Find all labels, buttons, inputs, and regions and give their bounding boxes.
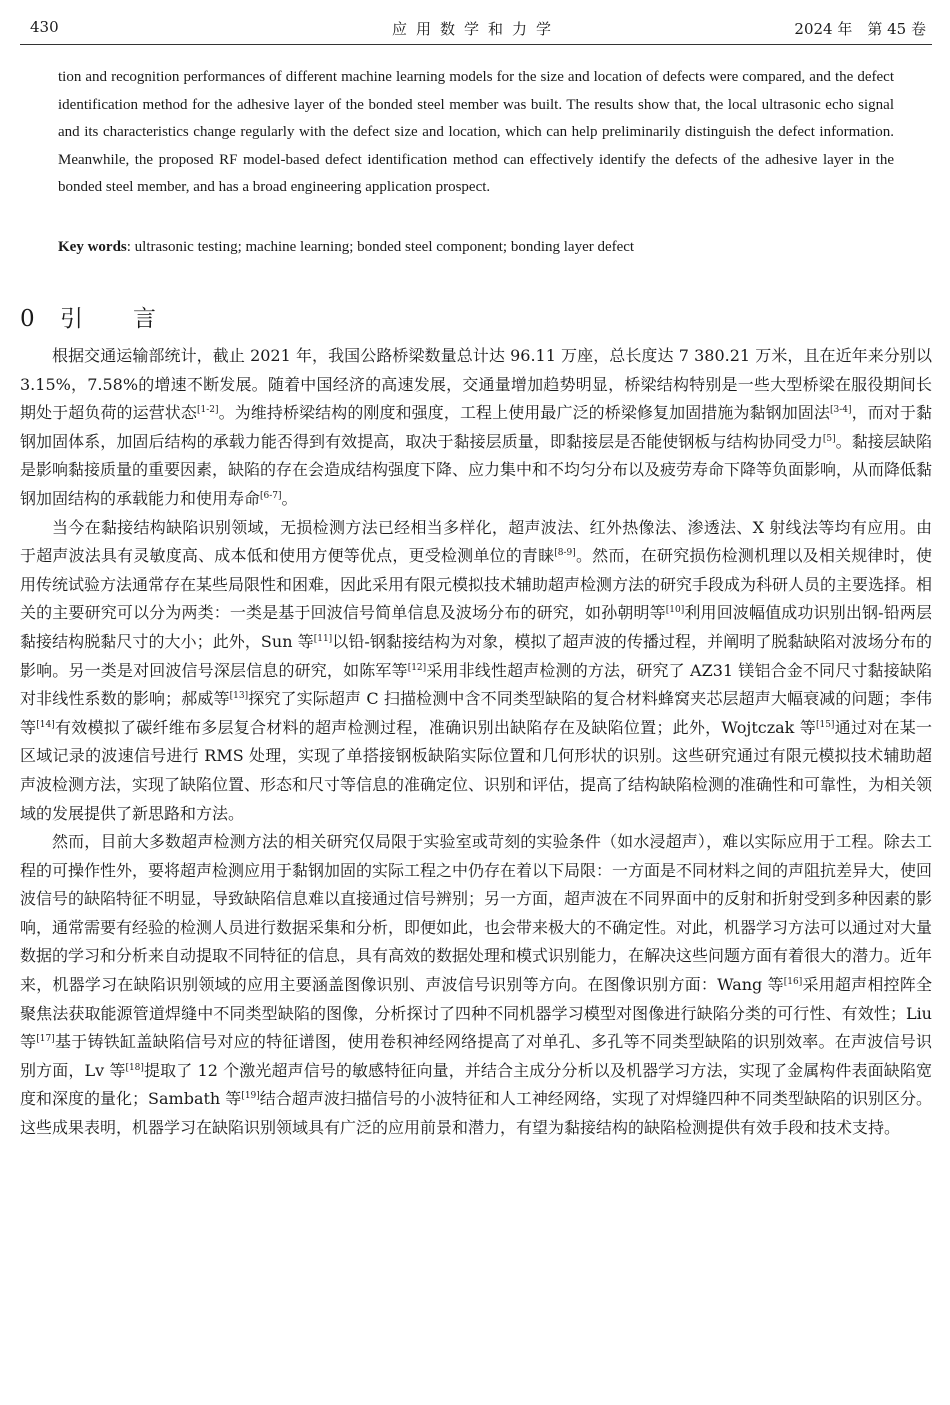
paragraph xyxy=(20,514,932,829)
citation-ref: [11] xyxy=(313,633,333,644)
paragraph-text: 。为维持桥梁结构的刚度和强度，工程上使用最广泛的桥梁修复加固措施为黏钢加固法 xyxy=(218,403,831,423)
paragraph-text: ，而对于黏钢加固体系，加固后结构的承载力能否得到有效提高，取决于黏接层质量，即黏接层是否能使钢板与结构协同受力 xyxy=(20,403,932,451)
citation-ref: [6-7] xyxy=(260,490,282,501)
citation-ref: [5] xyxy=(822,433,836,444)
paragraph-text: 探究了实际超声 C 扫描检测中含不同类型缺陷的复合材料蜂窝夹芯层超声大幅衰减的问题；李伟等 xyxy=(20,689,932,737)
citation-ref: [16] xyxy=(783,977,803,988)
paragraph-text: 。然而，在研究损伤检测机理以及相关规律时，使用传统试验方法通常存在某些局限性和困难，因此采用有限元模拟技术辅助超声检测方法的研究手段成为科研人员的主要选择。相关的主要研究可以分为两类：一类是基于回波信号简单信息及波场分布的研究，如孙朝明等 xyxy=(20,546,933,623)
section-heading xyxy=(20,300,206,333)
keywords-text: ultrasonic testing; machine learning; bonded steel component; bonding layer defect xyxy=(134,239,635,255)
paragraph-text: 结合超声波扫描信号的小波特征和人工神经网络，实现了对焊缝四种不同类型缺陷的识别区分。这些成果表明，机器学习在缺陷识别领域具有广泛的应用前景和潜力，有望为黏接结构的缺陷检测提供有效手段和技术支持。 xyxy=(20,1089,932,1138)
abstract-text: tion and recognition performances of different machine learning models for the size and location of defects were compared, and the defect identification method for the adhesive layer of the bonded steel member was built. The results show that, the local ultrasonic echo signal and its characteristics change regularly with the defect size and location, which can help preliminarily distinguish the defect information. Meanwhile, the proposed RF model-based defect identification method can effectively identify the defects of the adhesive layer in the bonded steel member, and has a broad engineering application prospect. xyxy=(58,69,894,196)
citation-ref: [13] xyxy=(229,691,249,702)
citation-ref: [8-9] xyxy=(554,548,576,559)
paragraph-text: 利用回波幅值成功识别出钢-铅两层黏接结构脱黏尺寸的大小；此外，Sun 等 xyxy=(20,603,932,651)
keywords-label: Key words xyxy=(58,239,127,255)
paragraph-text: 采用非线性超声检测的方法，研究了 AZ31 镁铝合金不同尺寸黏接缺陷对非线性系数的影响；郝威等 xyxy=(20,660,932,709)
paragraph-text: 有效模拟了碳纤维布多层复合材料的超声检测过程，准确识别出缺陷存在及缺陷位置；此外，Wojtczak 等 xyxy=(54,717,816,737)
section-title: 引言 xyxy=(60,306,206,332)
citation-ref: [15] xyxy=(815,719,835,730)
citation-ref: [10] xyxy=(665,605,685,616)
volume-info: 2024 年 第 45 卷 xyxy=(794,20,926,38)
citation-ref: [3-4] xyxy=(830,405,852,416)
paragraph xyxy=(20,828,932,1143)
running-header xyxy=(20,14,932,45)
paragraph-text: 。黏接层缺陷是影响黏接质量的重要因素，缺陷的存在会造成结构强度下降、应力集中和不均匀分布以及疲劳寿命下降等负面影响，从而降低黏钢加固结构的承载能力和使用寿命 xyxy=(20,431,933,508)
paragraph-text: 当今在黏接结构缺陷识别领域，无损检测方法已经相当多样化，超声波法、红外热像法、渗透法、X 射线法等均有应用。由于超声波法具有灵敏度高、成本低和使用方便等优点，更受检测单位的青睐 xyxy=(20,517,932,566)
citation-ref: [19] xyxy=(241,1091,260,1102)
section-number: 0 xyxy=(20,306,35,332)
citation-ref: [1-2] xyxy=(197,405,219,416)
body-text xyxy=(20,342,932,1143)
paragraph-text: 基于铸铁缸盖缺陷信号对应的特征谱图，使用卷积神经网络提高了对单孔、多孔等不同类型缺陷的识别效率。在声波信号识别方面，Lv 等 xyxy=(20,1032,932,1080)
paragraph-text: 采用超声相控阵全聚焦法获取能源管道焊缝中不同类型缺陷的图像，分析探讨了四种不同机器学习模型对图像进行缺陷分类的可行性、有效性；Liu 等 xyxy=(20,975,932,1052)
paragraph-text: 然而，目前大多数超声检测方法的相关研究仅局限于实验室或苛刻的实验条件（如水浸超声），难以实际应用于工程。除去工程的可操作性外，要将超声检测应用于黏钢加固的实际工程之中仍存在着以下局限：一方面是不同材料之间的声阻抗差异大，使回波信号的缺陷特征不明显，导致缺陷信息难以直接通过信号辨别；另一方面，超声波在不同界面中的反射和折射受到多种因素的影响，通常需要有经验的检测人员进行数据采集和分析，即便如此，也会带来极大的不确定性。对此，机器学习方法可以通过对大量数据的学习和分析来自动提取不同特征的信息，具有高效的数据处理和模式识别能力，在解决这些问题方面有着很大的潜力。近年来，机器学习在缺陷识别领域的应用主要涵盖图像识别、声波信号识别等方向。在图像识别方面：Wang 等 xyxy=(20,832,933,995)
citation-ref: [12] xyxy=(407,662,427,673)
keywords: Key words: ultrasonic testing; machine learning; bonded steel component; bonding layer defect xyxy=(58,239,635,255)
paragraph xyxy=(20,342,932,514)
page-number: 430 xyxy=(30,18,59,36)
citation-ref: [17] xyxy=(36,1034,55,1045)
paragraph-text: 。 xyxy=(281,488,298,508)
citation-ref: [18] xyxy=(125,1062,144,1073)
journal-title: 应用数学和力学 xyxy=(391,20,560,38)
paragraph-text: 提取了 12 个激光超声信号的敏感特征向量，并结合主成分分析以及机器学习方法，实现了金属构件表面缺陷宽度和深度的量化；Sambath 等 xyxy=(20,1060,932,1109)
paragraph-text: 根据交通运输部统计，截止 2021 年，我国公路桥梁数量总计达 96.11 万座，总长度达 7 380.21 万米，且在近年来分别以 3.15%，7.58%的增速不断发展。随着中国经济的高速发展，交通量增加趋势明显，桥梁结构特别是一些大型桥梁在服役期间长期处于超负荷的运营状态 xyxy=(20,346,932,423)
paragraph-text: 通过对在某一区域记录的波速信号进行 RMS 处理，实现了单搭接钢板缺陷实际位置和几何形状的识别。这些研究通过有限元模拟技术辅助超声波检测方法，实现了缺陷位置、形态和尺寸等信息的准确定位、识别和评估，提高了结构缺陷检测的准确性和可靠性，为相关领域的发展提供了新思路和方法。 xyxy=(20,717,933,823)
citation-ref: [14] xyxy=(36,719,55,730)
paragraph-text: 以铅-钢黏接结构为对象，模拟了超声波的传播过程，并阐明了脱黏缺陷对波场分布的影响。另一类是对回波信号深层信息的研究，如陈军等 xyxy=(20,631,932,680)
